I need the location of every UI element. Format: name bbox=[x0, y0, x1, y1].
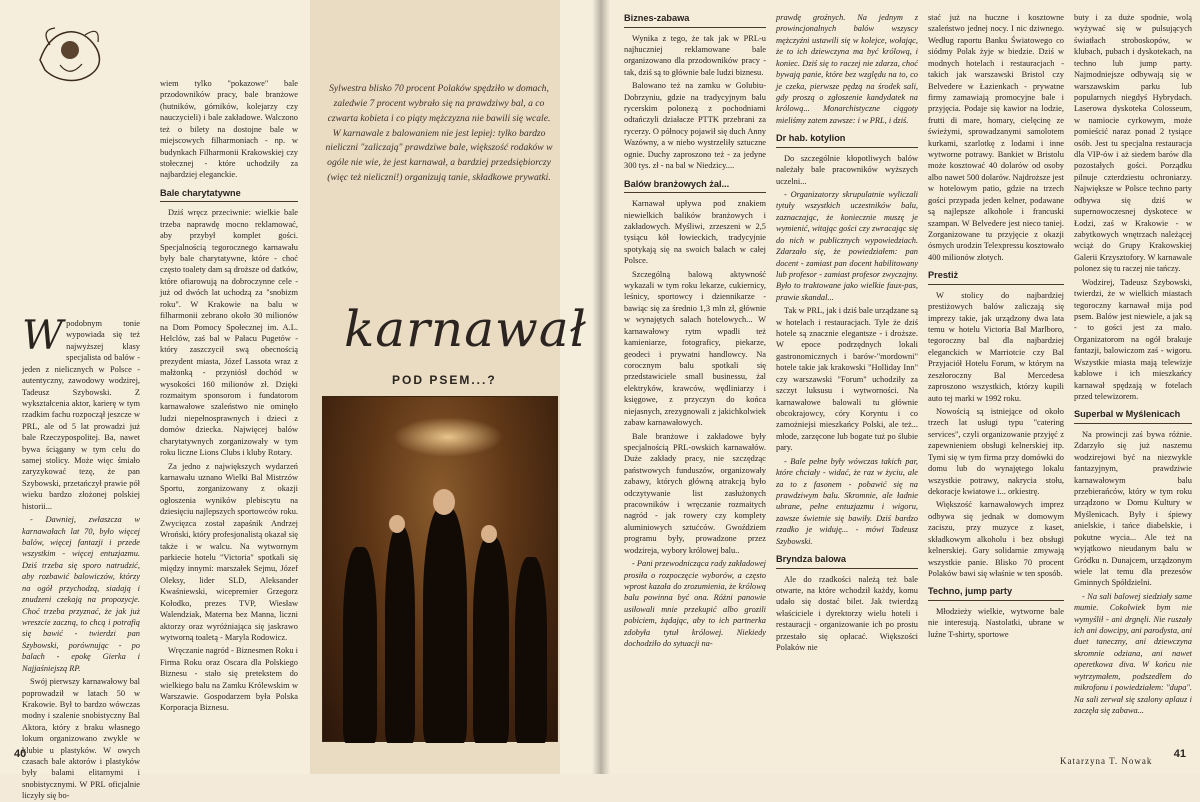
page-number-left: 40 bbox=[14, 748, 27, 760]
column-4: prawdę groźnych. Na jednym z prowincjonalnych balów wszyscy mężczyźni ustawili się w kolejce, wołając, że to ich dziewczyna ma być królową, i koniec. Dziś się to raczej nie zdarza, choć bywają panie, które bez względu na to, co je czeka, pierwsze pędzą na środek sali, gdy proszą o zgłoszenie kandydatek na królową... Monarchistyczne ciągoty mieliśmy zatem zawsze: i w PRL, i dziś. Dr hab. kotylion Do szczególnie kłopotliwych balów należały bale pracowników wyższych uczelni... - Organizatorzy skrupulatnie wyliczali tytuły wszystkich uczestników balu, zaznaczając, że koniecznie muszę je wymienić, witając gości czy zwracając się do nich w publicznych wypowiedziach. Zdarzało się, że powiedziałem: pan docent - zamiast pan docent habilitowany lub profesor - zamiast profesor zwyczajny. Było to traktowane jako wielkie faux-pas, prawie skandal... Tak w PRL, jak i dziś bale urządzane są w hotelach i restauracjach. Tyle że dziś hotele są znacznie elegantsze - i droższe. W epoce podrzędnych lokali gastronomicznych i barów-"mordowni" hotele takie jak krakowski "Holliday Inn" czy warszawski "Forum" uchodziły za szczyt luksusu i wytworności. Na karnawałowe balowali tu głównie obcokrajowcy, córy Koryntu i co zamożniejsi mieszkańcy Polski, ale też... młode, zarzęcone lub bogate tuż po ślubie pary. - Bale pełne były wówczas takich par, które chciały - widać, że raz w życiu, ale za to z fasonem - pobawić się na prawdziwym balu. Skromnie, ale ładnie ubrane, pełne entuzjazmu i wigoru, zawsze świetnie się bawiły. Dziś bardzo rzadko je widuję... - mówi Tadeusz Szybowski. Bryndza balowa Ale do rzadkości należą też bale otwarte, na które wchodził każdy, komu udało się dostać bilet. Jak twierdzą właściciele i dyrektorzy wielu hoteli i restauracji - organizowanie ich po prostu przestało się opłacać. Większości Polaków nie bbox=[776, 13, 918, 653]
column-2: wiem tylko "pokazowe" bale przodowników pracy, bale branżowe (hutników, górników, kolejarzy czy nauczycieli) i bale zakładowe. Walczono też o bilety na dostojne bale w miejscowych filharmoniach - np. w budynkach Filharmonii Krakowskiej czy stołecznej - które uchodziły za najbardziej eleganckie. Bale charytatywne Dziś wręcz przeciwnie: wielkie bale trzeba naprawdę mocno reklamować, aby przybył komplet gości. Specjalnością tegorocznego karnawału były bale charytatywne, które - choć często toalety dam są droższe od datków, które ofiarowują na dobroczynne cele - już od dwóch lat uchodzą za "snobizm roku". W Krakowie na balu w filharmonii zebrano około 30 milionów na Dom Pomocy Społecznej im. A.L. Helclów, zaś bal w Pałacu Pugetów - który zaszczycił swą obecnością prezydent miasta, Józef Lassota wraz z małżonką - przyniósł dochód w wysokości 160 milionów zł. Dzięki rozmaitym sponsorom i fundatorom karnawałowe szaleństwo nie ominęło ludzi niepełnosprawnych i dzieci z domów dziecka. Najwięcej balów charytatywnych zorganizowały w tym roku liczne Lions Clubs i kluby Rotary. Za jedno z największych wydarzeń karnawału uznano Wielki Bal Mistrzów Sportu, zorganizowany z okazji ogłoszenia wyników plebiscytu na dziesięciu najlepszych sportowców roku. Zwycięzca został zapaśnik Andrzej Wroński, który profesjonalistą okazał się także i w walcu. Na wytwornym parkiecie hotelu "Victoria" spotkali się między innymi: marszałek Sejmu, Józef Oleksy, lider SLD, Aleksander Kwaśniewski, wicepremier Grzegorz Kołodko, prezes TVP, Wiesław Walendziak, Materna bez Manna, liczni aktorzy oraz wyróżniająca się jaskrawo wytworną toaletą - Maryla Rodowicz. Wręczanie nagród - Biznesmen Roku i Firma Roku oraz Oscara dla Polskiego Biznesu - stało się pretekstem do wielkiego balu na Zamku Królewskim w Warszawie. Gospodarzem była Polska Korporacja Biznesu. bbox=[160, 79, 298, 713]
column-1: Wpodobnym tonie wypowiada się też najwyższej klasy specjalista od balów - jeden z nielicznych w Polsce - autentyczny, zawodowy wodzirej, Tadeusz Szybowski. Z wykształcenia aktor, karierę w tym rzadkim fachu rozpoczął jeszcze w PRL, ale od 5 lat prowadzi już bale Rzeczypospolitej. Ba, nawet bywa ściągany w tym celu do samej stolicy. Może więc śmiało zaryzykować tezę, że pan Szybowski, przetańczył prawie pół wieku bardzo złożonej polskiej historii... - Dawniej, zwłaszcza w karnawałach lat 70, było więcej balów, więcej fantazji i przede wszystkim - więcej entuzjazmu. Dziś trzeba się sporo natrudzić, aby rozbawić balowiczów, którzy na ogół przychodzą, siadają i znudzeni czekają na propozycje. Choć trzeba przyznać, że jak już wreszcie zaczną, to chcą i potrafią się bawić - twierdzi pan Szybowski, porównując - po balach - epokę Gierka i Najjaśniejszą RP. Swój pierwszy karnawałowy bal poprowadził w latach 50 w Krakowie. Był to bardzo wówczas modny i szalenie snobistyczny Bal Aktora, który z braku własnego lokum organizowano zwykle w klubie u plastyków. W owych czasach bale aktorów i plastyków były balami elitarnymi i snobistycznymi. W PRL oficjalnie liczyły się bo- bbox=[22, 313, 140, 801]
heading-prestiz: Prestiż bbox=[928, 269, 1064, 285]
column-5: stać już na huczne i kosztowne szaleństwo jednej nocy. I nic dziwnego. Według raportu Banku Światowego co siódmy Polak żyje w biedzie. Dziś w modnych hotelach i restauracjach - takich jak warszawski Bristol czy Belvedere w Łazienkach - prywatne firmy zamawiają promocyjne bale i przyjęcia. Podaje się kawior na lodzie, frutti di mare, homary, cielęcinę ze świeżymi, sprowadzanymi samolotem kurkami, szarlotkę z lodami i inne wytworne potrawy. Bankiet w Bristolu może kosztować 40 dolarów od osoby albo nawet 500 dolarów. Najdroższe jest w hotelowym patio, gdzie na trzech gości przypada jeden kelner, podawane są najlepsze alkohole i francuski szampan. W Belvedere jest nieco taniej. Zorganizowane tu przyjęcie z okazji ósmych urodzin Telexpressu kosztowało 400 milionów złotych. Prestiż W stolicy do najbardziej prestiżowych balów zaliczają się imprezy takie, jak urządzony dwa lata temu w hotelu Victoria Bal Marlboro, tegoroczny bal dla najbardziej eleganckich w Marriotcie czy Bal Przyjaciół Hotelu Forum, w którym na zeszłoroczny Bal Mercedesa zaproszono wszystkich, którzy kupili auto tej marki w 1992 roku. Nowością są istniejące od około trzech lat usługi typu "catering services", czyli organizowanie przyjęć z zapewnieniem obsługi kelnerskiej itp. Tymi się w tym firma przy domówki do domu lub do wynajętego lokalu wszystkie potrawy, nakrycia stołu, dekoracje kwiatowe i... orkiestrę. Większość karnawałowych imprez odbywa się jednak w domowym zaciszu, przy muzyce z kaset, składkowym alkoholu i bez obsługi kelnerskiej. Gary solidarnie zmywają wszystkie panie. Blisko 70 procent Polaków bawi się właśnie w ten sposób. Techno, jump party Młodzieży wielkie, wytworne bale nie interesują. Nastolatki, ubrane w luźne T-shirty, sportowe bbox=[928, 13, 1064, 639]
heading-superbal: Superbal w Myślenicach bbox=[1074, 408, 1192, 424]
left-page bbox=[0, 0, 600, 801]
cherub-ornament-icon bbox=[30, 20, 110, 90]
page-number-right: 41 bbox=[1173, 748, 1186, 760]
heading-bale-charytatywne: Bale charytatywne bbox=[160, 187, 298, 203]
column-6: buty i za duże spodnie, wolą wyżywać się w pulsujących światłach stroboskopów, w klubach, pubach i dyskotekach, na techno lub jump party. Najmodniejsze odbywają się w warszawskim parku lub popularnych niegdyś Hybrydach. Laserowa dyskoteka Colosseum, w namiocie cyrkowym, może pomieścić naraz ponad 2 tysiące osób. Jest tu specjalna restauracja dla VIP-ów i aż siedem barów dla pozostałych gości. Porządku pilnuje czterdziestu ochroniarzy. Największe w Polsce techno party odbywa się dziś w supernowoczesnej dyskotece w Łodzi, zaś w Krakowie - w zabytkowych wnętrzach należącej wciąż do Grupy Krakowskiej Galerii Krzysztofory. W karnawale polonez się tu raczej nie tańczy. Wodzirej, Tadeusz Szybowski, twierdzi, że w wielkich miastach tegoroczny karnawał mija pod psem. Balów jest niewiele, a jak są - to gości jest za mało. Organizatorom na ogół brakuje fantazji, balowiczom zaś - wigoru. Wszystkie miasta mają telewizje kablowe i ich mieszkańcy karnawał spędzają w fotelach przed telewizorem. Superbal w Myślenicach Na prowincji zaś bywa różnie. Zdarzyło się już naszemu wodzirejowi być na niezwykle fantazyjnym, prawdziwie karnawałowym balu przebierańców, który w tym roku urządzono w Domu Kultury w Myślenicach. Były i śpiewy anielskie, i tańce diabelskie, i pokutne wycia... Ale też na wyjątkowo nieudanym balu w Gródku n. Dunajcem, urządzonym wiele lat temu dla prezesów Gminnych Spółdzielni. - Na sali balowej siedziały same mumie. Cokolwiek bym nie wymyślił - ani drgnęli. Nie ruszały ich ani dowcipy, ani parodysta, ani duet taneczny, ani dziewczyna skromnie odziana, ani nawet operetkowa diva. W końcu nie wytrzymałem, podszedłem do mikrofonu i powiedziałem: "dupa". Na sali zerwał się szalony aplauz i zaczęła się zabawa... bbox=[1074, 13, 1192, 715]
chandelier-glow bbox=[393, 417, 503, 457]
heading-techno-jump-party: Techno, jump party bbox=[928, 585, 1064, 601]
author-byline: Katarzyna T. Nowak bbox=[1060, 756, 1153, 766]
heading-dr-hab-kotylion: Dr hab. kotylion bbox=[776, 132, 918, 148]
spine-shadow bbox=[592, 0, 610, 774]
article-title: karnawał bbox=[344, 300, 587, 358]
drop-cap: W bbox=[22, 313, 64, 359]
heading-bryndza-balowa: Bryndza balowa bbox=[776, 553, 918, 569]
ballroom-photo bbox=[322, 396, 558, 742]
column-3: Biznes-zabawa Wynika z tego, że tak jak w PRL-u najhuczniej reklamowane bale organizowano dla przodowników pracy - tak, dziś są to głównie bale ludzi biznesu. Balowano też na zamku w Golubiu-Dobrzyniu, gdzie na tradycyjnym balu rycerskim polonezą z pochodniami odtańczyli działacze PTTK przebrani za rycerzy. O północy pojawił się duch Anny Wazówny, a w niebo wystrzeliły sztuczne ognie. Duchy zaproszono też - za jedyne 300 tys. zł - na bal w Niedzicy.... Balów branżowych żal... Karnawał upływa pod znakiem niewielkich balików branżowych i zakładowych. Myśliwi, zrzeszeni w 2,5 tysiącu kół łowieckich, tradycyjnie spotykają się na swoich balach w całej Polsce. Szczególną balową aktywność wykazali w tym roku lekarze, cukiernicy, leśnicy, sportowcy i dziennikarze - bawiąc się za średnio 1,3 mln zł, głównie w wynajętych salach hotelowych... W karnawałowy rytm wpadli też kamieniarze, fotograficy, piekarze, geodeci i prywatni handlowcy. Na corocznym balu spotkali się przedstawiciele small businessu, żal elektryków, krawców, wędliniarzy i księgowe, z przyczyn do końca niejasnych, zrezygnowali z jakichkolwiek zabaw karnawałowych. Bale branżowe i zakładowe były specjalnością PRL-owskich karnawałów. Duże zakłady pracy, nie szczędząc państwowych funduszów, organizowały zabawy, których główną atrakcją było odczytywanie list zasłużonych pracowników i wręczanie rozmaitych nagród - jak rowery czy komplety aluminiowych sztućców. Gwoździem programu były, prowadzone przez wodzireja, wybory królowej balu.. - Pani przewodnicząca rady zakładowej prosiła o rozpoczęcie wyborów, a często wprost kazała do zrozumienia, że królową balu powinna być ona. Różni panowie usiłowali mnie przekupić albo grozili pobiciem, żądając, aby to ich partnerka zdobyła tytuł królowej. Niekiedy dochodziło do sytuacji na- bbox=[624, 13, 766, 649]
heading-biznes-zabawa: Biznes-zabawa bbox=[624, 12, 766, 28]
article-subtitle: POD PSEM...? bbox=[392, 373, 497, 387]
lead-paragraph: Sylwestra blisko 70 procent Polaków spędziło w domach, zaledwie 7 procent wybrało się na prawdziwy bal, a co czwarta kobieta i co piąty mężczyzna nie bawili się wcale. W karnawale z balowaniem nie jest lepiej: tylko bardzo nieliczni "zaliczają" prawdziwe bale, większość rodaków w ogóle nie wie, że jest karnawał, a bardziej przedsiębiorczy (więc też nieliczni!) organizują tanie, składkowe prywatki. bbox=[325, 83, 553, 184]
heading-balow-branzowych: Balów branżowych żal... bbox=[624, 178, 766, 194]
right-page bbox=[600, 0, 1200, 774]
